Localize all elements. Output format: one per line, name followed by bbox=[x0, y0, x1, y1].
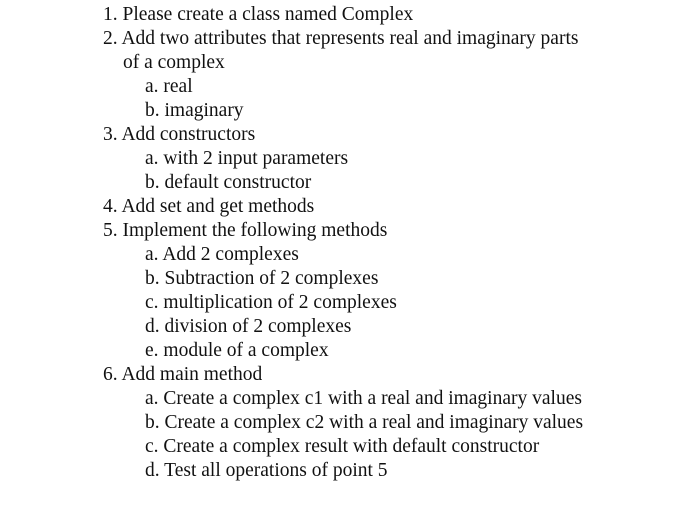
sub-marker: b. bbox=[145, 412, 160, 433]
sub-item-text: Create a complex c2 with a real and imaginary values bbox=[164, 412, 584, 433]
sub-marker: a. bbox=[145, 148, 159, 169]
sub-item-text: Subtraction of 2 complexes bbox=[164, 268, 379, 289]
sub-item-5e bbox=[145, 339, 329, 363]
sub-item-text: division of 2 complexes bbox=[164, 316, 352, 337]
sub-item-3a bbox=[145, 147, 348, 171]
sub-item-5a bbox=[145, 243, 299, 267]
sub-item-6b bbox=[145, 411, 583, 435]
list-marker: 5. bbox=[103, 220, 118, 241]
sub-marker: e. bbox=[145, 340, 159, 361]
sub-item-5c bbox=[145, 291, 397, 315]
list-item-4 bbox=[103, 195, 314, 219]
sub-item-text: multiplication of 2 complexes bbox=[163, 292, 397, 313]
sub-item-6d bbox=[145, 459, 388, 483]
list-item-3 bbox=[103, 123, 255, 147]
list-marker: 6. bbox=[103, 364, 118, 385]
sub-marker: d. bbox=[145, 460, 160, 481]
sub-item-5d bbox=[145, 315, 351, 339]
list-marker: 3. bbox=[103, 124, 118, 145]
list-item-1 bbox=[103, 3, 413, 27]
sub-marker: c. bbox=[145, 292, 159, 313]
list-item-text: Add constructors bbox=[121, 124, 256, 145]
list-item-5 bbox=[103, 219, 387, 243]
list-item-6 bbox=[103, 363, 262, 387]
sub-item-text: with 2 input parameters bbox=[163, 148, 349, 169]
sub-item-6c bbox=[145, 435, 539, 459]
sub-item-text: Test all operations of point 5 bbox=[164, 460, 388, 481]
list-item-text: Add set and get methods bbox=[121, 196, 315, 217]
sub-marker: b. bbox=[145, 100, 160, 121]
sub-marker: d. bbox=[145, 316, 160, 337]
sub-item-5b bbox=[145, 267, 378, 291]
sub-marker: c. bbox=[145, 436, 159, 457]
list-item-2 bbox=[103, 27, 578, 51]
sub-marker: a. bbox=[145, 76, 159, 97]
list-item-text: Please create a class named Complex bbox=[122, 4, 414, 25]
sub-item-6a bbox=[145, 387, 582, 411]
sub-item-text: default constructor bbox=[164, 172, 312, 193]
list-marker: 4. bbox=[103, 196, 118, 217]
sub-marker: b. bbox=[145, 172, 160, 193]
sub-item-text: Add 2 complexes bbox=[162, 244, 299, 265]
list-marker: 1. bbox=[103, 4, 118, 25]
list-item-text: Add two attributes that represents real and imaginary parts bbox=[121, 28, 579, 49]
list-marker: 2. bbox=[103, 28, 118, 49]
sub-item-2b bbox=[145, 99, 244, 123]
list-item-text: Add main method bbox=[121, 364, 263, 385]
list-item-text: Implement the following methods bbox=[122, 220, 388, 241]
list-item-2-continuation: of a complex bbox=[123, 52, 225, 73]
sub-item-3b bbox=[145, 171, 311, 195]
sub-item-text: imaginary bbox=[164, 100, 244, 121]
sub-marker: a. bbox=[145, 244, 159, 265]
sub-item-2a bbox=[145, 75, 193, 99]
sub-item-text: real bbox=[163, 76, 193, 97]
sub-item-text: Create a complex c1 with a real and imaginary values bbox=[163, 388, 582, 409]
sub-marker: b. bbox=[145, 268, 160, 289]
sub-marker: a. bbox=[145, 388, 159, 409]
sub-item-text: module of a complex bbox=[163, 340, 329, 361]
sub-item-text: Create a complex result with default constructor bbox=[163, 436, 540, 457]
